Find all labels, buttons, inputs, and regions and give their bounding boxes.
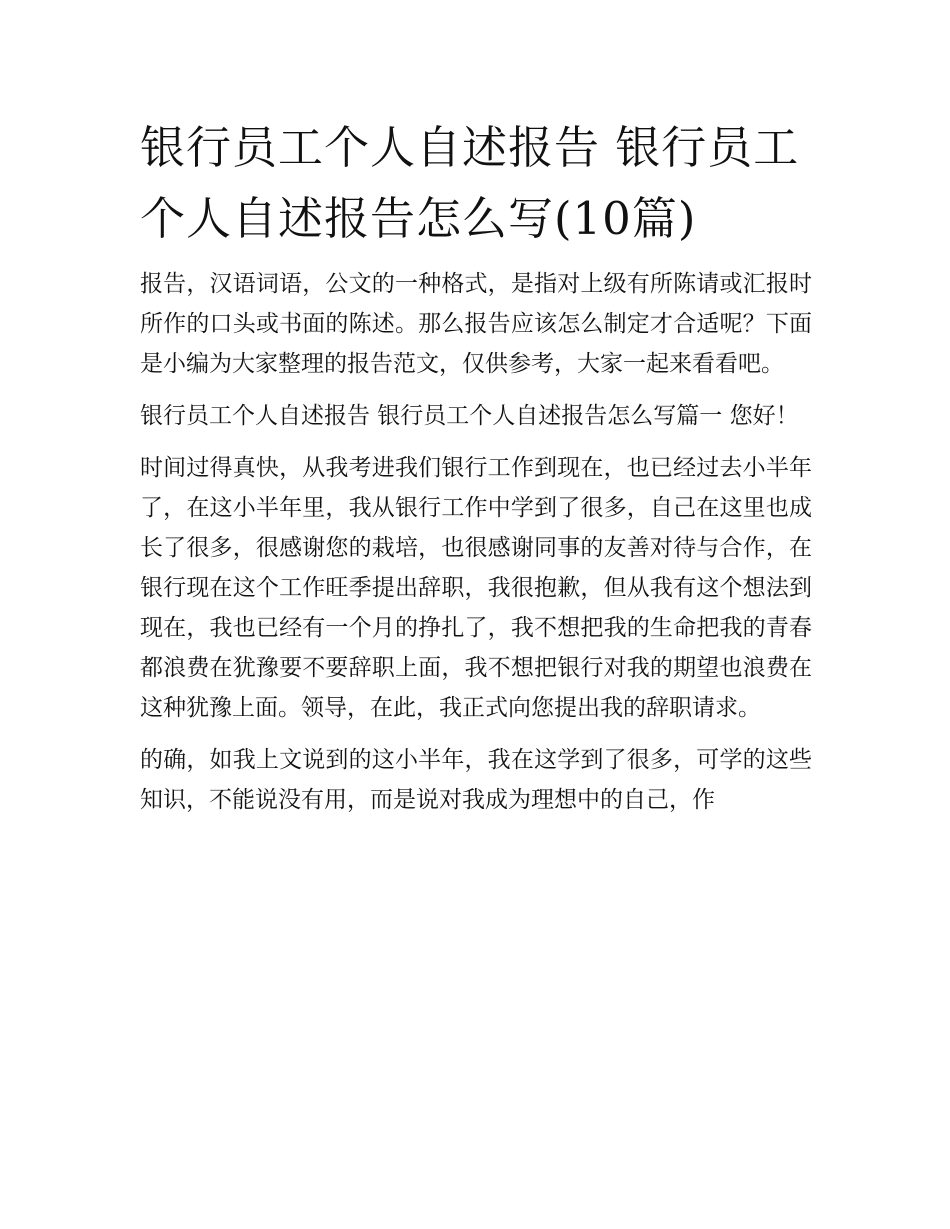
intro-paragraph: 报告，汉语词语，公文的一种格式，是指对上级有所陈请或汇报时所作的口头或书面的陈述。那么报告应该怎么制定才合适呢？下面是小编为大家整理的报告范文，仅供参考，大家一起来看看吧。 [140, 271, 812, 377]
body-paragraph: 的确，如我上文说到的这小半年，我在这学到了很多，可学的这些知识，不能说没有用，而是说对我成为理想中的自己，作 [140, 747, 812, 813]
document-title: 银行员工个人自述报告 银行员工个人自述报告怎么写(10篇) [140, 121, 800, 245]
section-heading-paragraph: 银行员工个人自述报告 银行员工个人自述报告怎么写篇一 您好！ [140, 403, 799, 429]
document-page [140, 112, 812, 820]
body-paragraph: 时间过得真快，从我考进我们银行工作到现在，也已经过去小半年了，在这小半年里，我从银行工作中学到了很多，自己在这里也成长了很多，很感谢您的栽培，也很感谢同事的友善对待与合作，在银行现在这个工作旺季提出辞职，我很抱歉，但从我有这个想法到现在，我也已经有一个月的挣扎了，我不想把我的生命把我的青春都浪费在犹豫要不要辞职上面，我不想把银行对我的期望也浪费在这种犹豫上面。领导，在此，我正式向您提出我的辞职请求。 [140, 455, 812, 721]
